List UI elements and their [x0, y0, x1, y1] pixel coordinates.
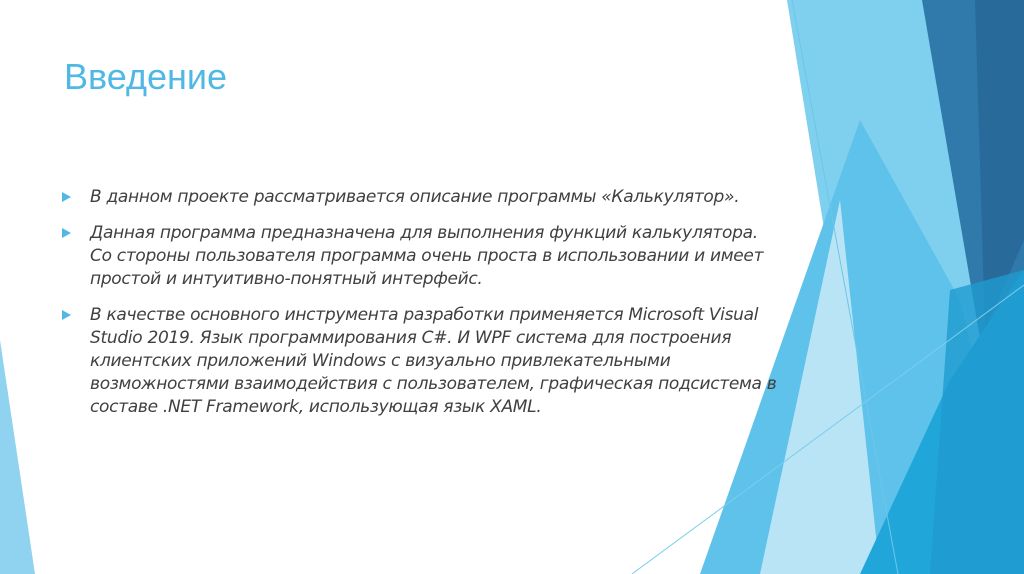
bullet-arrow-icon	[62, 228, 71, 238]
bullet-text: Данная программа предназначена для выполнения функций калькулятора. Со стороны пользователя программа очень проста в использовании и имеет простой и интуитивно-понятный интерфейс.	[90, 223, 764, 289]
bullet-arrow-icon	[62, 192, 71, 202]
slide-title: Введение	[64, 56, 228, 97]
left-triangle-shape	[0, 340, 35, 574]
bullet-list	[62, 186, 782, 432]
bullet-text: В данном проекте рассматривается описание программы «Калькулятор».	[90, 187, 740, 207]
bullet-arrow-icon	[62, 310, 71, 320]
bullet-item	[62, 304, 782, 419]
bullet-item	[62, 186, 782, 209]
bullet-text: В качестве основного инструмента разработки применяется Microsoft Visual Studio 2019. Язык программирования C#. И WPF система для построения клиентских приложений Windows с визуально привлекательными возможностями взаимодействия с пользователем, графическая подсистема в составе .NET Framework, использующая язык XAML.	[90, 305, 777, 417]
bullet-item	[62, 222, 782, 291]
